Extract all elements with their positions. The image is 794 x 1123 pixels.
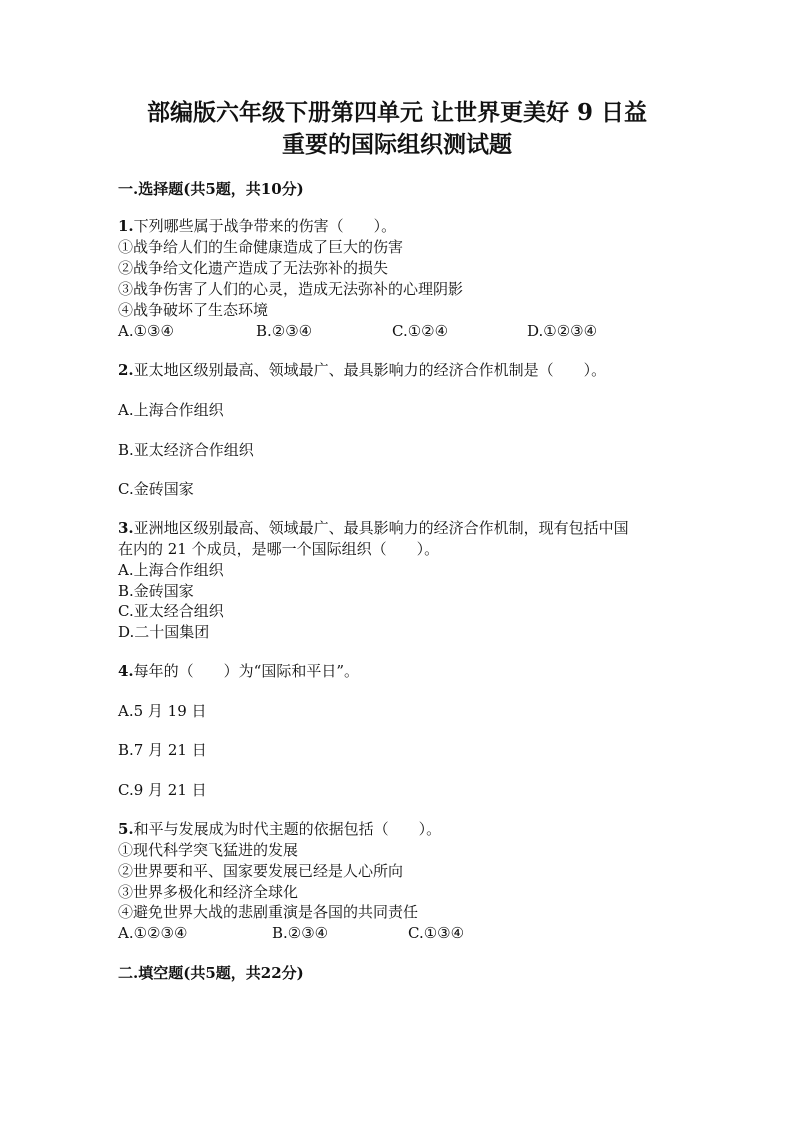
question-text-continued: 在内的 21 个成员，是哪一个国际组织（ ）。: [118, 540, 440, 558]
option-c: C.①②④: [392, 322, 449, 340]
question-2: [118, 360, 606, 381]
question-number: 5.: [118, 820, 134, 838]
option-d: D.二十国集团: [118, 623, 210, 641]
option-d: D.①②③④: [527, 322, 598, 340]
option-a: A.①③④: [118, 322, 174, 340]
page-title-line2: 重要的国际组织测试题: [282, 131, 512, 158]
statement-item: ③世界多极化和经济全球化: [118, 883, 299, 901]
question-3: [118, 518, 629, 539]
option-b: B.亚太经济合作组织: [118, 441, 254, 459]
statement-item: ②战争给文化遗产造成了无法弥补的损失: [118, 259, 389, 277]
section-heading-choice: 一.选择题(共5题，共10分): [118, 180, 304, 198]
option-b: B.②③④: [272, 924, 329, 942]
statement-item: ③战争伤害了人们的心灵，造成无法弥补的心理阴影: [118, 280, 464, 298]
option-c: C.金砖国家: [118, 480, 194, 498]
question-number: 3.: [118, 519, 134, 537]
option-a: A.①②③④: [118, 924, 188, 942]
question-number: 2.: [118, 361, 134, 379]
option-a: A.5 月 19 日: [118, 702, 207, 720]
option-a: A.上海合作组织: [118, 561, 224, 579]
question-number: 1.: [118, 217, 134, 235]
statement-item: ④战争破坏了生态环境: [118, 301, 269, 319]
question-1: [118, 216, 396, 237]
question-text: 亚太地区级别最高、领域最广、最具影响力的经济合作机制是（ ）。: [133, 361, 607, 379]
statement-item: ②世界要和平、国家要发展已经是人心所向: [118, 862, 404, 880]
statement-item: ①现代科学突飞猛进的发展: [118, 841, 299, 859]
question-5: [118, 819, 441, 840]
statement-item: ①战争给人们的生命健康造成了巨大的伤害: [118, 238, 404, 256]
option-c: C.①③④: [408, 924, 465, 942]
option-a: A.上海合作组织: [118, 401, 224, 419]
option-b: B.7 月 21 日: [118, 741, 207, 759]
statement-item: ④避免世界大战的悲剧重演是各国的共同责任: [118, 903, 419, 921]
question-text: 下列哪些属于战争带来的伤害（ ）。: [133, 217, 397, 235]
question-text: 亚洲地区级别最高、领域最广、最具影响力的经济合作机制，现有包括中国: [133, 519, 629, 537]
question-text: 每年的（ ）为“国际和平日”。: [133, 662, 360, 680]
option-c: C.9 月 21 日: [118, 781, 207, 799]
section-heading-fill-in: 二.填空题(共5题，共22分): [118, 964, 304, 982]
page-title-line1: 部编版六年级下册第四单元 让世界更美好 9 日益: [146, 99, 648, 126]
option-c: C.亚太经合组织: [118, 602, 224, 620]
option-b: B.②③④: [256, 322, 313, 340]
question-4: [118, 661, 359, 682]
option-b: B.金砖国家: [118, 582, 194, 600]
question-text: 和平与发展成为时代主题的依据包括（ ）。: [133, 820, 442, 838]
question-number: 4.: [118, 662, 134, 680]
